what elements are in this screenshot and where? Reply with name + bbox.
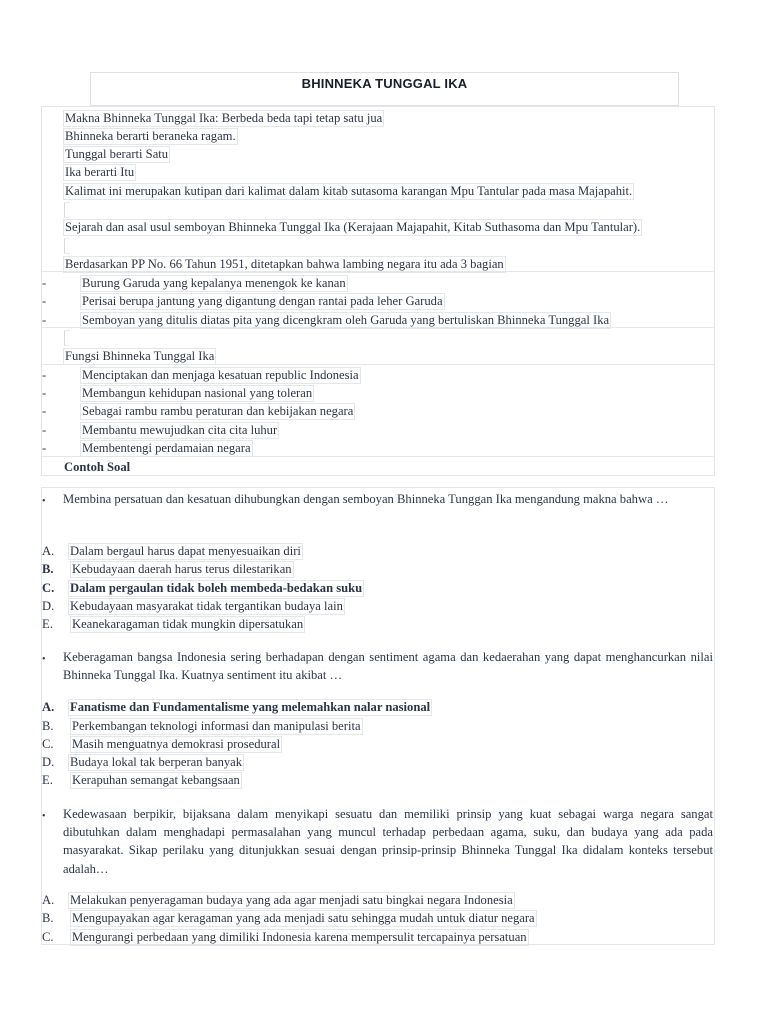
empty-paragraph-marker <box>64 330 69 346</box>
list-dash: - <box>42 441 47 455</box>
history-line: Sejarah dan asal usul semboyan Bhinneka Tunggal Ika (Kerajaan Majapahit, Kitab Suthasoma dan Mpu Tantular). <box>65 220 641 234</box>
pp-heading: Berdasarkan PP No. 66 Tahun 1951, ditetapkan bahwa lambing negara itu ada 3 bagian <box>65 257 504 271</box>
option-text: Mengupayakan agar keragaman yang ada menjadi satu sehingga mudah untuk diatur negara <box>72 911 535 925</box>
option-letter: A. <box>42 700 55 714</box>
option-text: Kebudayaan daerah harus terus dilestarikan <box>72 562 292 576</box>
option-text: Mengurangi perbedaan yang dimiliki Indonesia karena mempersulit tercapainya persatuan <box>72 930 527 944</box>
option-letter: B. <box>42 911 54 925</box>
question-1-text: Membina persatuan dan kesatuan dihubungkan dengan semboyan Bhinneka Tunggan Ika mengandung makna bahwa … <box>63 492 669 506</box>
list-dash: - <box>42 404 47 418</box>
list-dash: - <box>42 386 47 400</box>
option-letter: D. <box>42 755 55 769</box>
option-text: Keanekaragaman tidak mungkin dipersatukan <box>72 617 304 631</box>
option-text: Melakukan penyeragaman budaya yang ada agar menjadi satu bingkai negara Indonesia <box>70 893 513 907</box>
question-2-text: Keberagaman bangsa Indonesia sering berhadapan dengan sentiment agama dan kedaerahan yang dapat menghancurkan nilai Bhinneka Tunggal Ika. Kuatnya sentiment itu akibat … <box>63 650 713 683</box>
list-dash: - <box>42 368 47 382</box>
option-letter: C. <box>42 737 54 751</box>
list-item: Sebagai rambu rambu peraturan dan kebijakan negara <box>82 404 354 418</box>
list-item: Menciptakan dan menjaga kesatuan republic Indonesia <box>82 368 359 382</box>
option-text: Perkembangan teknologi informasi dan manipulasi berita <box>72 719 361 733</box>
list-dash: - <box>42 313 47 327</box>
question-3-text: Kedewasaan berpikir, bijaksana dalam menyikapi sesuatu dan memiliki prinsip yang kuat sebagai warga negara sangat dibutuhkan dalam menghadapi permasalahan yang muncul terhadap perbedaan agama, suku, dan budaya yang ada pada masyarakat. Sikap perilaku yang ditunjukkan sesuai dengan prinsip-prinsip Bhinneka Tunggal Ika didalam konteks tersebut adalah… <box>63 807 713 876</box>
option-letter: B. <box>42 719 54 733</box>
intro-line-3: Tunggal berarti Satu <box>65 147 169 161</box>
intro-line-1: Makna Bhinneka Tunggal Ika: Berbeda beda tapi tetap satu jua <box>65 111 383 125</box>
option-text: Kerapuhan semangat kebangsaan <box>72 773 240 787</box>
option-letter: A. <box>42 544 55 558</box>
option-letter: E. <box>42 617 53 631</box>
option-text: Budaya lokal tak berperan banyak <box>70 755 243 769</box>
option-text-correct: Dalam pergaulan tidak boleh membeda-bedakan suku <box>70 581 363 595</box>
option-letter: C. <box>42 581 55 595</box>
list-item: Membangun kehidupan nasional yang toleran <box>82 386 313 400</box>
list-item: Burung Garuda yang kepalanya menengok ke kanan <box>82 276 346 290</box>
contoh-soal-heading: Contoh Soal <box>64 460 131 474</box>
empty-paragraph-marker <box>64 238 69 254</box>
list-item: Membentengi perdamaian negara <box>82 441 251 455</box>
option-letter: C. <box>42 930 54 944</box>
option-text-correct: Fanatisme dan Fundamentalisme yang melemahkan nalar nasional <box>70 700 431 714</box>
option-letter: E. <box>42 773 53 787</box>
question-bullet: • <box>42 811 46 822</box>
option-letter: A. <box>42 893 55 907</box>
list-dash: - <box>42 423 47 437</box>
fungsi-heading: Fungsi Bhinneka Tunggal Ika <box>65 349 215 363</box>
option-text: Kebudayaan masyarakat tidak tergantikan budaya lain <box>70 599 343 613</box>
option-text: Masih menguatnya demokrasi prosedural <box>72 737 281 751</box>
list-item: Semboyan yang ditulis diatas pita yang dicengkram oleh Garuda yang bertuliskan Bhinneka Tunggal Ika <box>82 313 610 327</box>
option-text: Dalam bergaul harus dapat menyesuaikan diri <box>70 544 301 558</box>
intro-line-2: Bhinneka berarti beraneka ragam. <box>65 129 236 143</box>
empty-paragraph-marker <box>64 202 69 218</box>
title-box <box>90 72 679 106</box>
intro-line-4: Ika berarti Itu <box>65 165 135 179</box>
list-dash: - <box>42 276 47 290</box>
option-letter: D. <box>42 599 55 613</box>
list-dash: - <box>42 294 47 308</box>
question-bullet: • <box>42 654 46 665</box>
list-item: Membantu mewujudkan cita cita luhur <box>82 423 278 437</box>
list-item: Perisai berupa jantung yang digantung dengan rantai pada leher Garuda <box>82 294 443 308</box>
page-title: BHINNEKA TUNGGAL IKA <box>301 76 468 91</box>
contoh-heading-block <box>41 456 715 476</box>
option-letter: B. <box>42 562 54 576</box>
question-bullet: • <box>42 496 46 507</box>
intro-line-5: Kalimat ini merupakan kutipan dari kalimat dalam kitab sutasoma karangan Mpu Tantular pada masa Majapahit. <box>65 184 633 198</box>
